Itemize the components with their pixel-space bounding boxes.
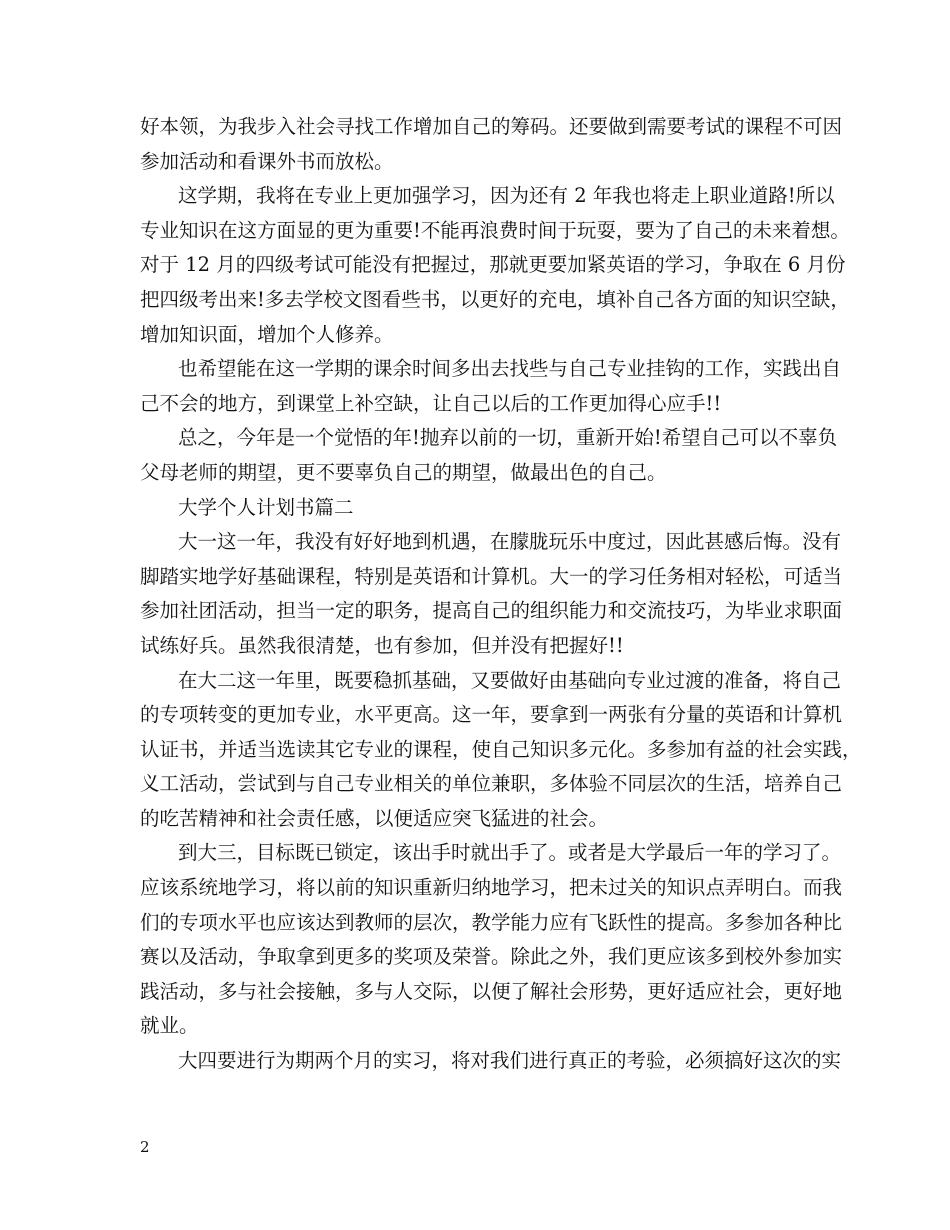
text-line: 参加活动和看课外书而放松。 xyxy=(140,149,394,173)
text-line: 的专项转变的更加专业，水平更高。这一年，要拿到一两张有分量的英语和计算机 xyxy=(140,703,843,727)
paragraph xyxy=(140,421,838,490)
text-line: 认证书，并适当选读其它专业的课程，使自己知识多元化。多参加有益的社会实践， xyxy=(140,737,862,761)
paragraph xyxy=(140,352,842,421)
text-line: 在大二这一年里，既要稳抓基础，又要做好由基础向专业过渡的准备，将自己 xyxy=(178,668,842,692)
text-line: 专业知识在这方面显的更为重要!不能再浪费时间于玩耍，要为了自己的未来着想。 xyxy=(140,218,850,242)
text-line: 践活动，多与社会接触，多与人交际，以便了解社会形势，更好适应社会，更好地 xyxy=(140,979,843,1003)
text-line: 把四级考出来!多去学校文图看些书，以更好的充电，填补自己各方面的知识空缺， xyxy=(140,287,850,311)
text-line: 大学个人计划书篇二 xyxy=(178,495,354,519)
text-line: 这学期，我将在专业上更加强学习，因为还有 2 年我也将走上职业道路!所以 xyxy=(178,184,835,208)
text-line: 增加知识面，增加个人修养。 xyxy=(140,322,394,346)
text-line: 就业。 xyxy=(140,1014,199,1038)
text-line: 好本领，为我步入社会寻找工作增加自己的筹码。还要做到需要考试的课程不可因 xyxy=(140,115,843,138)
text-line: 义工活动，尝试到与自己专业相关的单位兼职，多体验不同层次的生活，培养自己 xyxy=(140,772,843,796)
paragraph xyxy=(140,1044,842,1079)
text-line: 大一这一年，我没有好好地到机遇，在朦胧玩乐中度过，因此甚感后悔。没有 xyxy=(178,530,842,554)
text-line: 到大三，目标既已锁定，该出手时就出手了。或者是大学最后一年的学习了。 xyxy=(178,841,842,865)
paragraph xyxy=(140,525,843,663)
text-line: 赛以及活动，争取拿到更多的奖项及荣誉。除此之外，我们更应该多到校外参加实 xyxy=(140,945,843,969)
text-line: 脚踏实地学好基础课程，特别是英语和计算机。大一的学习任务相对轻松，可适当 xyxy=(140,564,843,588)
paragraph xyxy=(140,110,843,179)
text-line: 参加社团活动，担当一定的职务，提高自己的组织能力和交流技巧，为毕业求职面 xyxy=(140,599,843,623)
text-line: 大四要进行为期两个月的实习，将对我们进行真正的考验，必须搞好这次的实 xyxy=(178,1049,842,1073)
text-line: 对于 12 月的四级考试可能没有把握过，那就更要加紧英语的学习，争取在 6 月份 xyxy=(140,253,846,277)
paragraph xyxy=(140,491,830,526)
text-line: 父母老师的期望，更不要辜负自己的期望，做最出色的自己。 xyxy=(140,460,667,484)
paragraph xyxy=(140,179,850,352)
body-text xyxy=(140,110,862,1079)
text-line: 应该系统地学习，将以前的知识重新归纳地学习，把未过关的知识点弄明白。而我 xyxy=(140,876,843,900)
text-line: 也希望能在这一学期的课余时间多出去找些与自己专业挂钩的工作，实践出自 xyxy=(178,357,842,381)
text-line: 试练好兵。虽然我很清楚，也有参加，但并没有把握好!! xyxy=(140,633,624,657)
paragraph xyxy=(140,836,843,1044)
text-line: 的吃苦精神和社会责任感，以便适应突飞猛进的社会。 xyxy=(140,806,609,830)
text-line: 己不会的地方，到课堂上补空缺，让自己以后的工作更加得心应手!! xyxy=(140,391,722,415)
text-line: 总之，今年是一个觉悟的年!抛弃以前的一切，重新开始!希望自己可以不辜负 xyxy=(178,426,838,450)
text-line: 们的专项水平也应该达到教师的层次，教学能力应有飞跃性的提高。多参加各种比 xyxy=(140,910,843,934)
paragraph xyxy=(140,664,862,837)
page-number: 2 xyxy=(140,1138,150,1156)
